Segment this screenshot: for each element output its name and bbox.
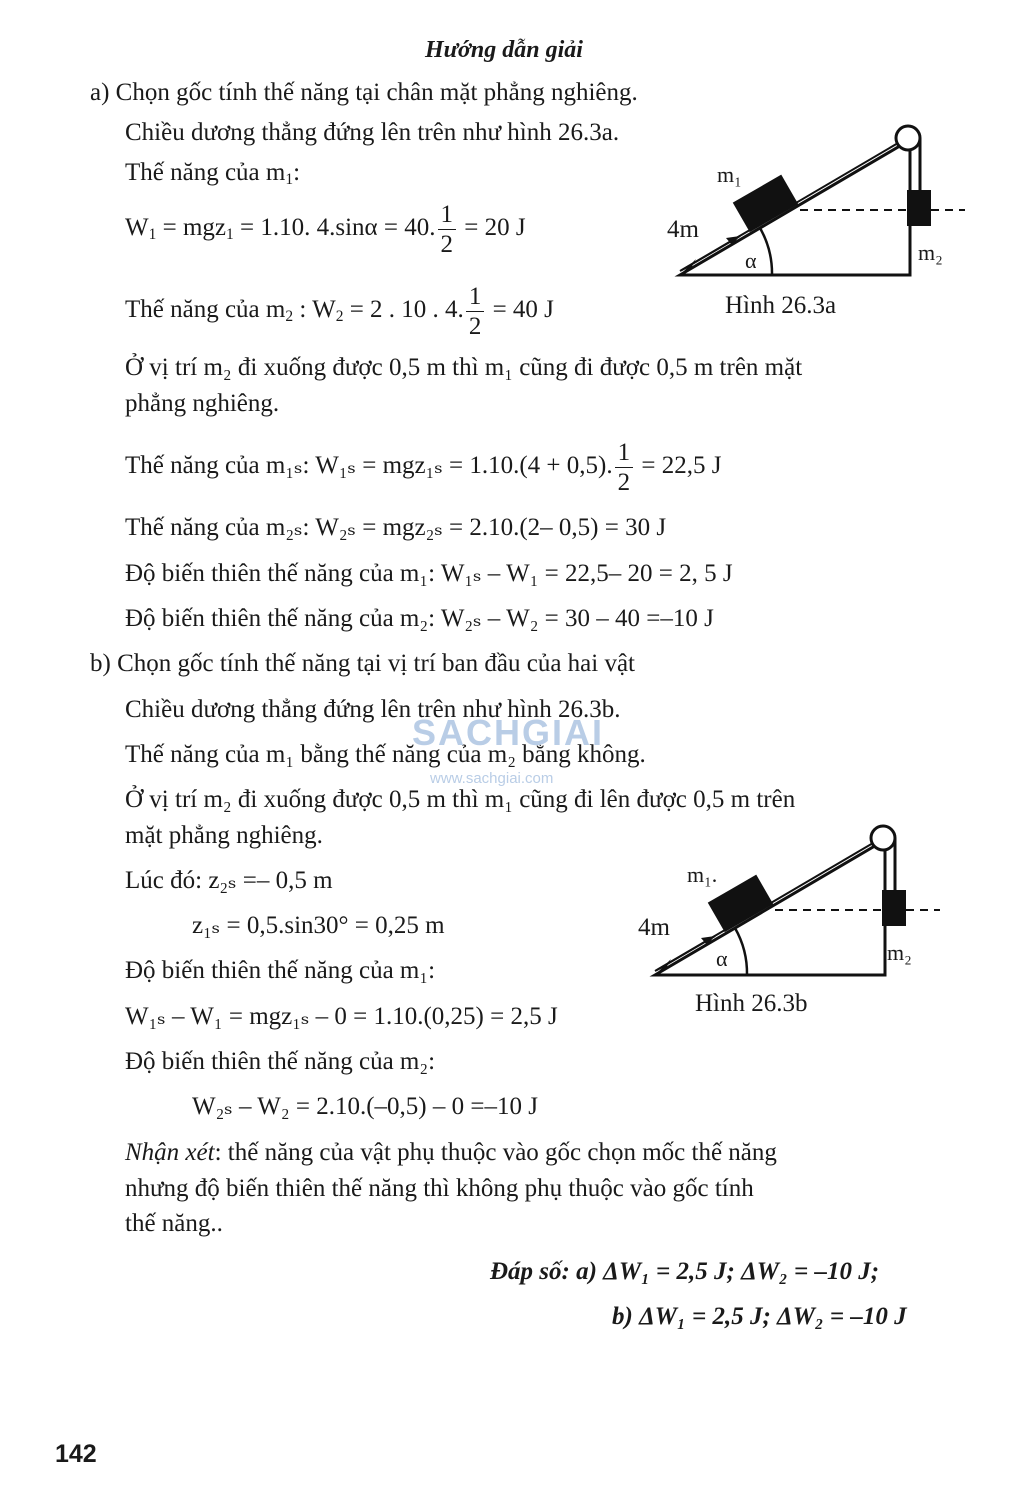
part-a-position-line2: phẳng nghiêng.	[125, 390, 280, 417]
fig-b-m2-label: m₂	[887, 940, 912, 965]
fig-a-m2-label: m₂	[918, 240, 943, 265]
remark-line3: thế năng..	[125, 1210, 223, 1237]
remark-line1: Nhận xét: thế năng của vật phụ thuộc vào gốc chọn mốc thế năng	[125, 1139, 777, 1166]
z1s-line: z₁ₛ = 0,5.sin30° = 0,25 m	[192, 912, 445, 939]
fig-a-length-label: 4m	[667, 216, 699, 243]
remark-line2: nhưng độ biến thiên thế năng thì không phụ thuộc vào gốc tính	[125, 1175, 754, 1202]
w1-fraction: $\frac{1}{2}$	[438, 202, 457, 257]
w1-equation: $W_1 = mgz_1 = 1.10$. 4.sinα = 40. $\frac{1}{2}$ = 20 J	[125, 200, 526, 258]
part-a-label: a) Chọn gốc tính thế năng tại chân mặt phẳng nghiêng.	[90, 79, 638, 106]
part-b-zero-line: Thế năng của m₁ bằng thế năng của m₂ bằng không.	[125, 741, 646, 768]
delta-m1-line: Độ biến thiên thế năng của m₁: W₁ₛ – W₁ = 22,5– 20 = 2, 5 J	[125, 560, 733, 587]
fig-a-angle-label: α	[745, 248, 757, 273]
part-b-delta-m1-equation: W₁ₛ – W₁ = mgz₁ₛ – 0 = 1.10.(0,25) = 2,5 J	[125, 1003, 558, 1030]
page-number: 142	[55, 1440, 97, 1468]
delta-m2-line: Độ biến thiên thế năng của m₂: W₂ₛ – W₂ = 30 – 40 =–10 J	[125, 605, 714, 632]
pe-m2-equation: Thế năng của $m_2$ : $W_2 = 2$ . 10 . 4. $\frac{1}{2}$ = 40 J	[125, 282, 554, 340]
w1s-fraction: $\frac{1}{2}$	[615, 440, 634, 495]
fig-a-m1-label: m₁	[717, 162, 742, 187]
answer-line1: Đáp số: a) ΔW₁ = 2,5 J; ΔW₂ = –10 J;	[490, 1258, 880, 1285]
part-a-direction: Chiều dương thẳng đứng lên trên như hình 26.3a.	[125, 119, 620, 146]
fig-b-caption: Hình 26.3b	[695, 990, 808, 1017]
part-b-delta-m2-equation: W₂ₛ – W₂ = 2.10.(–0,5) – 0 =–10 J	[192, 1093, 538, 1120]
fig-b-m1-label: m₁.	[687, 862, 718, 887]
incline-diagram-b	[635, 820, 965, 990]
w1s-equation: Thế năng của m₁ₛ: W₁ₛ = mgz₁ₛ = 1.10.(4 + 0,5). $\frac{1}{2}$ = 22,5 J	[125, 438, 722, 496]
z2s-line: Lúc đó: z₂ₛ =– 0,5 m	[125, 867, 333, 894]
watermark-logo: SACHGIAI	[412, 712, 605, 753]
pe-m1-label: Thế năng của $m_1$:	[125, 159, 301, 188]
part-b-delta-m1-label: Độ biến thiên thế năng của m₁:	[125, 957, 436, 984]
remark-label: Nhận xét	[125, 1139, 215, 1166]
part-b-position-line2: mặt phẳng nghiêng.	[125, 822, 323, 849]
answer-line2: b) ΔW₁ = 2,5 J; ΔW₂ = –10 J	[612, 1303, 907, 1330]
pe-m2-fraction: $\frac{1}{2}$	[466, 284, 485, 339]
part-a-position-line1: Ở vị trí m₂ đi xuống được 0,5 m thì m₁ cũng đi được 0,5 m trên mặt	[125, 354, 803, 381]
part-b-delta-m2-label: Độ biến thiên thế năng của m₂:	[125, 1048, 436, 1075]
part-b-position-line1: Ở vị trí m₂ đi xuống được 0,5 m thì m₁ cũng đi lên được 0,5 m trên	[125, 786, 796, 813]
w2s-equation: Thế năng của m₂ₛ: W₂ₛ = mgz₂ₛ = 2.10.(2– 0,5) = 30 J	[125, 514, 667, 541]
part-b-direction: Chiều dương thẳng đứng lên trên như hình 26.3b.	[125, 696, 621, 723]
section-heading: Hướng dẫn giải	[425, 37, 583, 63]
part-b-label: b) Chọn gốc tính thế năng tại vị trí ban đầu của hai vật	[90, 650, 635, 677]
fig-b-angle-label: α	[716, 946, 728, 971]
fig-b-length-label: 4m	[638, 914, 670, 941]
fig-a-caption: Hình 26.3a	[725, 292, 837, 319]
watermark-url: www.sachgiai.com	[430, 770, 554, 787]
